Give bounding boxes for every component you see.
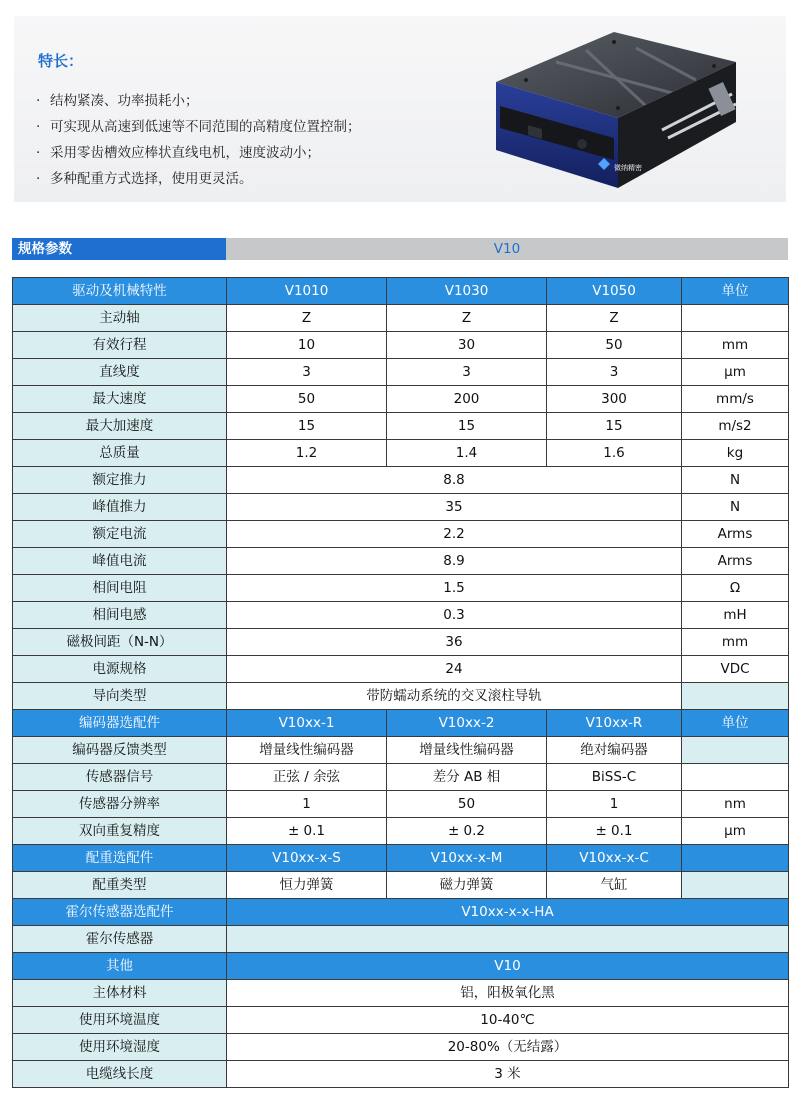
table-row xyxy=(13,872,789,899)
row-label: 最大加速度 xyxy=(13,413,227,440)
cell: 300 xyxy=(547,386,682,413)
table-row xyxy=(13,332,789,359)
unit-cell: mm/s xyxy=(682,386,789,413)
section-header-counterweight xyxy=(13,845,789,872)
header-cell: V10xx-x-S xyxy=(227,845,387,872)
cell: 3 xyxy=(547,359,682,386)
cell: 3 米 xyxy=(227,1061,789,1088)
row-label: 直线度 xyxy=(13,359,227,386)
section-header-encoder xyxy=(13,710,789,737)
cell: 1.5 xyxy=(227,575,682,602)
linear-stage-image xyxy=(486,10,746,190)
row-label: 相间电感 xyxy=(13,602,227,629)
cell: 50 xyxy=(227,386,387,413)
unit-cell: N xyxy=(682,467,789,494)
row-label: 电缆线长度 xyxy=(13,1061,227,1088)
cell xyxy=(227,926,789,953)
row-label: 电源规格 xyxy=(13,656,227,683)
row-label: 总质量 xyxy=(13,440,227,467)
feature-text: 采用零齿槽效应棒状直线电机，速度波动小； xyxy=(50,145,320,161)
cell: 增量线性编码器 xyxy=(387,737,547,764)
cell: 35 xyxy=(227,494,682,521)
row-label: 磁极间距（N-N） xyxy=(13,629,227,656)
cell: 8.9 xyxy=(227,548,682,575)
unit-cell: N xyxy=(682,494,789,521)
table-row xyxy=(13,1061,789,1088)
row-label: 峰值推力 xyxy=(13,494,227,521)
header-cell: 配重选配件 xyxy=(13,845,227,872)
spec-label: 规格参数 xyxy=(12,238,226,260)
cell: 1 xyxy=(227,791,387,818)
table-row xyxy=(13,440,789,467)
header-cell: 单位 xyxy=(682,278,789,305)
table-row xyxy=(13,980,789,1007)
feature-item xyxy=(36,166,361,192)
table-row xyxy=(13,629,789,656)
table-row xyxy=(13,359,789,386)
bullet: · xyxy=(36,93,41,109)
cell: Z xyxy=(227,305,387,332)
unit-cell: Arms xyxy=(682,548,789,575)
feature-list xyxy=(36,88,361,192)
table-row xyxy=(13,521,789,548)
cell: 1.2 xyxy=(227,440,387,467)
row-label: 导向类型 xyxy=(13,683,227,710)
cell: 200 xyxy=(387,386,547,413)
unit-cell: kg xyxy=(682,440,789,467)
cell: 绝对编码器 xyxy=(547,737,682,764)
header-cell: V10xx-1 xyxy=(227,710,387,737)
table-row xyxy=(13,494,789,521)
cell: BiSS-C xyxy=(547,764,682,791)
bullet: · xyxy=(36,119,41,135)
cell: 24 xyxy=(227,656,682,683)
cell: 带防蠕动系统的交叉滚柱导轨 xyxy=(227,683,682,710)
row-label: 使用环境温度 xyxy=(13,1007,227,1034)
cell: 30 xyxy=(387,332,547,359)
header-cell: V10 xyxy=(227,953,789,980)
row-label: 配重类型 xyxy=(13,872,227,899)
header-cell: V10xx-x-M xyxy=(387,845,547,872)
unit-cell: Arms xyxy=(682,521,789,548)
table-row xyxy=(13,413,789,440)
cell: ± 0.1 xyxy=(547,818,682,845)
cell: 3 xyxy=(227,359,387,386)
section-header-hall xyxy=(13,899,789,926)
spec-table xyxy=(12,277,789,1088)
unit-cell: μm xyxy=(682,818,789,845)
cell: 磁力弹簧 xyxy=(387,872,547,899)
header-cell: V1050 xyxy=(547,278,682,305)
cell: Z xyxy=(547,305,682,332)
header-cell: V10xx-x-C xyxy=(547,845,682,872)
unit-cell: mm xyxy=(682,629,789,656)
feature-text: 结构紧凑、功率损耗小； xyxy=(50,93,199,109)
header-cell: V1030 xyxy=(387,278,547,305)
unit-cell xyxy=(682,683,789,710)
header-cell: 霍尔传感器选配件 xyxy=(13,899,227,926)
header-cell xyxy=(682,845,789,872)
unit-cell: μm xyxy=(682,359,789,386)
bullet: · xyxy=(36,171,41,187)
unit-cell: m/s2 xyxy=(682,413,789,440)
row-label: 额定电流 xyxy=(13,521,227,548)
unit-cell xyxy=(682,764,789,791)
row-label: 最大速度 xyxy=(13,386,227,413)
cell: 10-40℃ xyxy=(227,1007,789,1034)
unit-cell xyxy=(682,305,789,332)
cell: ± 0.2 xyxy=(387,818,547,845)
row-label: 双向重复精度 xyxy=(13,818,227,845)
row-label: 相间电阻 xyxy=(13,575,227,602)
table-row xyxy=(13,305,789,332)
svg-text:微纳精密: 微纳精密 xyxy=(614,164,642,172)
feature-item xyxy=(36,88,361,114)
header-cell: V10xx-R xyxy=(547,710,682,737)
cell: 10 xyxy=(227,332,387,359)
header-cell: 其他 xyxy=(13,953,227,980)
table-row xyxy=(13,1007,789,1034)
cell: 铝，阳极氧化黑 xyxy=(227,980,789,1007)
feature-text: 可实现从高速到低速等不同范围的高精度位置控制； xyxy=(50,119,361,135)
unit-cell xyxy=(682,872,789,899)
bullet: · xyxy=(36,145,41,161)
table-row xyxy=(13,386,789,413)
unit-cell: mH xyxy=(682,602,789,629)
cell: ± 0.1 xyxy=(227,818,387,845)
cell: 3 xyxy=(387,359,547,386)
cell: 15 xyxy=(387,413,547,440)
table-row xyxy=(13,926,789,953)
row-label: 编码器反馈类型 xyxy=(13,737,227,764)
row-label: 额定推力 xyxy=(13,467,227,494)
unit-cell: Ω xyxy=(682,575,789,602)
header-cell: V10xx-x-x-HA xyxy=(227,899,789,926)
header-cell: 驱动及机械特性 xyxy=(13,278,227,305)
table-row xyxy=(13,656,789,683)
cell: 2.2 xyxy=(227,521,682,548)
cell: 50 xyxy=(547,332,682,359)
table-row xyxy=(13,818,789,845)
spec-model: V10 xyxy=(226,238,788,260)
cell: 15 xyxy=(227,413,387,440)
header-cell: 单位 xyxy=(682,710,789,737)
row-label: 使用环境湿度 xyxy=(13,1034,227,1061)
table-row xyxy=(13,764,789,791)
section-header-drive xyxy=(13,278,789,305)
header-cell: V10xx-2 xyxy=(387,710,547,737)
feature-item xyxy=(36,114,361,140)
row-label: 有效行程 xyxy=(13,332,227,359)
cell: 50 xyxy=(387,791,547,818)
row-label: 峰值电流 xyxy=(13,548,227,575)
unit-cell: VDC xyxy=(682,656,789,683)
table-row xyxy=(13,1034,789,1061)
cell: 15 xyxy=(547,413,682,440)
cell: Z xyxy=(387,305,547,332)
table-row xyxy=(13,602,789,629)
cell: 1 xyxy=(547,791,682,818)
table-row xyxy=(13,548,789,575)
table-row xyxy=(13,683,789,710)
cell: 正弦 / 余弦 xyxy=(227,764,387,791)
table-row xyxy=(13,791,789,818)
cell: 1.6 xyxy=(547,440,682,467)
table-row xyxy=(13,575,789,602)
header-cell: 编码器选配件 xyxy=(13,710,227,737)
cell: 1.4 xyxy=(387,440,547,467)
cell: 恒力弹簧 xyxy=(227,872,387,899)
spec-bar xyxy=(12,238,788,260)
feature-text: 多种配重方式选择，使用更灵活。 xyxy=(50,171,253,187)
feature-title: 特长： xyxy=(38,52,84,70)
feature-item xyxy=(36,140,361,166)
section-header-other xyxy=(13,953,789,980)
cell: 36 xyxy=(227,629,682,656)
unit-cell: nm xyxy=(682,791,789,818)
table-row xyxy=(13,737,789,764)
row-label: 传感器信号 xyxy=(13,764,227,791)
cell: 增量线性编码器 xyxy=(227,737,387,764)
row-label: 传感器分辨率 xyxy=(13,791,227,818)
cell: 差分 AB 相 xyxy=(387,764,547,791)
cell: 0.3 xyxy=(227,602,682,629)
row-label: 主体材料 xyxy=(13,980,227,1007)
unit-cell: mm xyxy=(682,332,789,359)
cell: 气缸 xyxy=(547,872,682,899)
table-row xyxy=(13,467,789,494)
cell: 8.8 xyxy=(227,467,682,494)
header-cell: V1010 xyxy=(227,278,387,305)
cell: 20-80%（无结露） xyxy=(227,1034,789,1061)
unit-cell xyxy=(682,737,789,764)
row-label: 霍尔传感器 xyxy=(13,926,227,953)
row-label: 主动轴 xyxy=(13,305,227,332)
